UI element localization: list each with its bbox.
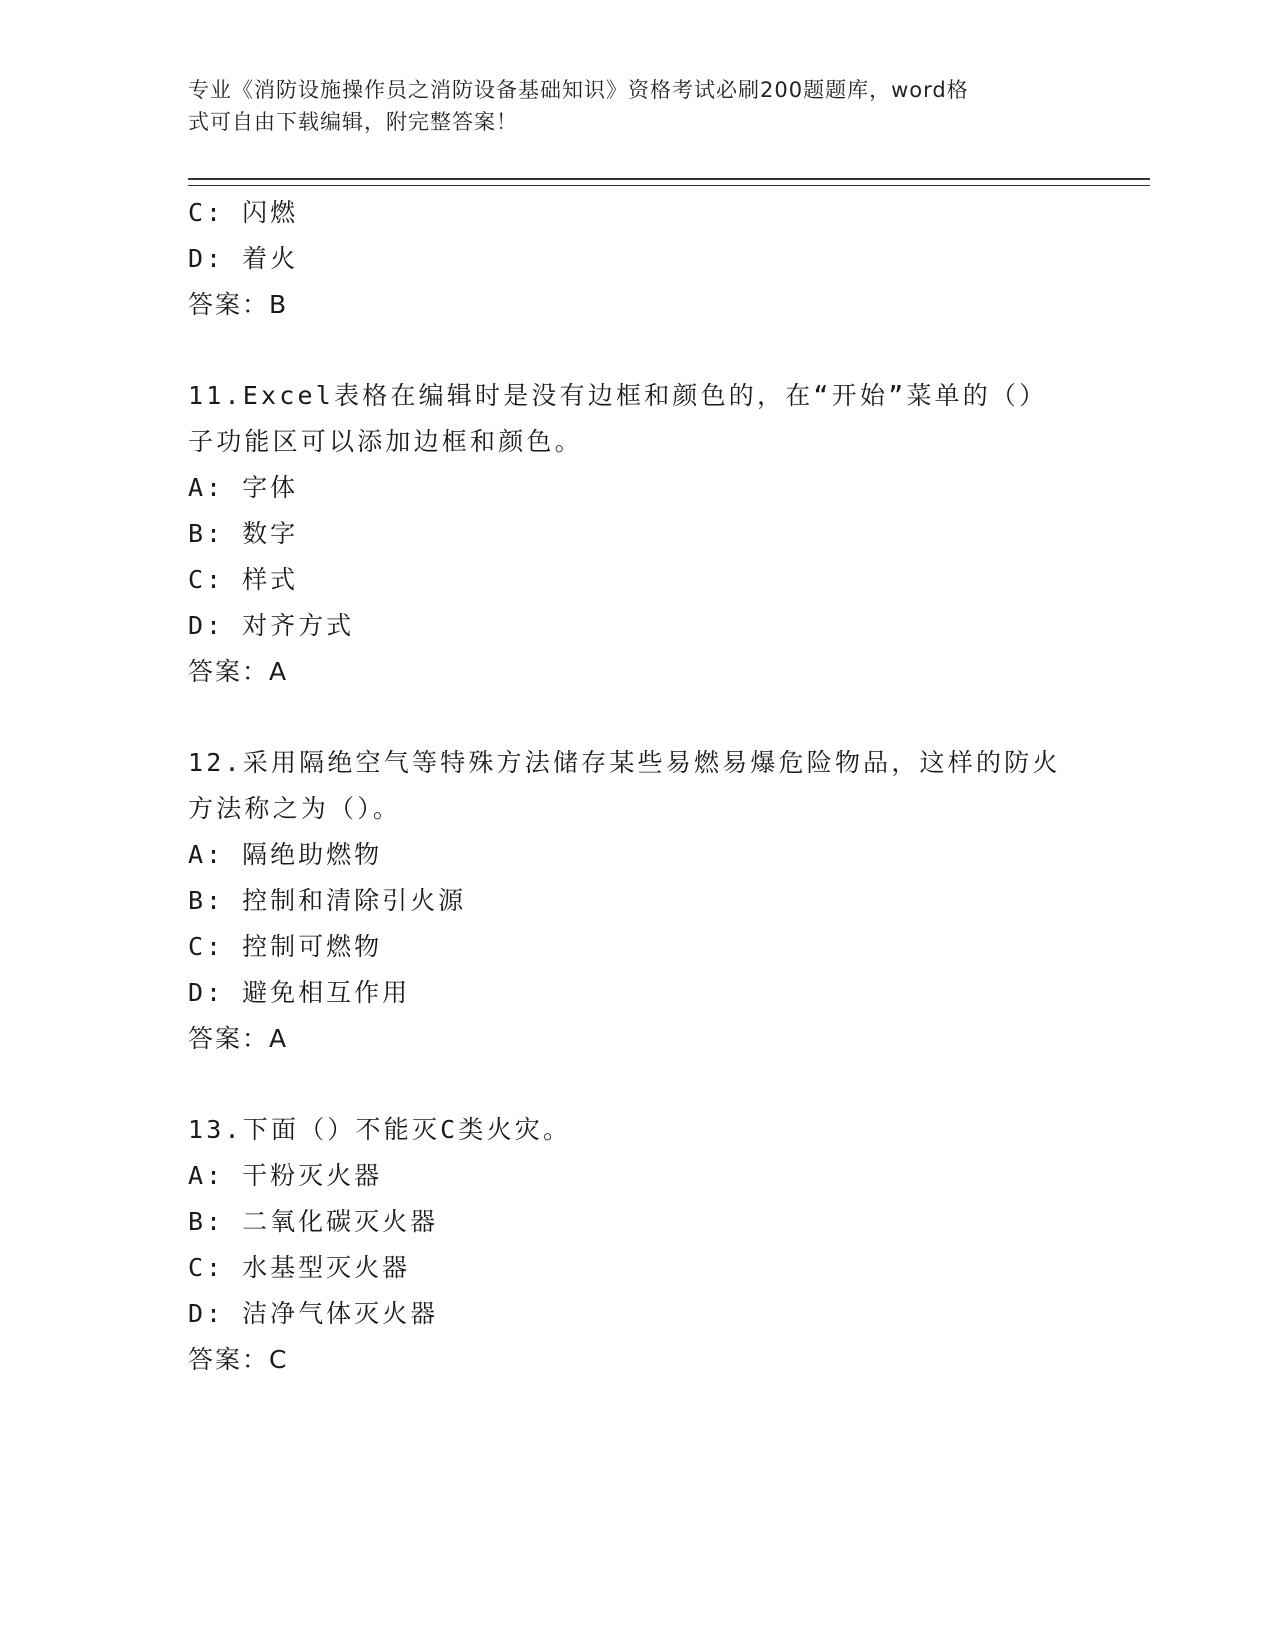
option-d: D: 避免相互作用 [188, 978, 411, 1007]
option-d: D: 对齐方式 [188, 611, 355, 640]
question-11 [188, 373, 1088, 695]
stem-line-1: 12.采用隔绝空气等特殊方法储存某些易燃易爆危险物品，这样的防火 [188, 748, 1061, 777]
option-b: B: 二氧化碳灭火器 [188, 1207, 439, 1236]
option-a: A: 干粉灭火器 [188, 1161, 383, 1190]
option-c: C: 控制可燃物 [188, 932, 383, 961]
option-a: A: 字体 [188, 473, 299, 502]
option-a: A: 隔绝助燃物 [188, 840, 383, 869]
document-header [188, 74, 1068, 138]
stem-line-1: 11.Excel表格在编辑时是没有边框和颜色的，在“开始”菜单的（） [188, 381, 1048, 410]
question-stem [188, 1107, 1088, 1153]
document-body [188, 190, 1088, 1383]
answer-line: 答案：B [188, 290, 289, 319]
header-divider [188, 178, 1150, 186]
question-12 [188, 740, 1088, 1062]
option-b: B: 数字 [188, 519, 299, 548]
answer-line: 答案：A [188, 1024, 289, 1053]
option-d: D: 着火 [188, 244, 299, 273]
option-c: C: 水基型灭火器 [188, 1253, 411, 1282]
header-line-1: 专业《消防设施操作员之消防设备基础知识》资格考试必刷200题题库，word格 [188, 78, 969, 102]
answer-line: 答案：A [188, 657, 289, 686]
question-10-tail [188, 190, 1088, 328]
option-d: D: 洁净气体灭火器 [188, 1299, 439, 1328]
question-13 [188, 1107, 1088, 1383]
question-stem [188, 740, 1088, 832]
option-b: B: 控制和清除引火源 [188, 886, 467, 915]
stem-line-1: 13.下面（）不能灭C类火灾。 [188, 1115, 572, 1144]
question-stem [188, 373, 1088, 465]
answer-line: 答案：C [188, 1345, 289, 1374]
header-line-2: 式可自由下载编辑，附完整答案！ [188, 110, 518, 134]
stem-line-2: 子功能区可以添加边框和颜色。 [188, 427, 583, 456]
option-c: C: 样式 [188, 565, 299, 594]
stem-line-2: 方法称之为（）。 [188, 794, 402, 823]
option-c: C: 闪燃 [188, 198, 299, 227]
